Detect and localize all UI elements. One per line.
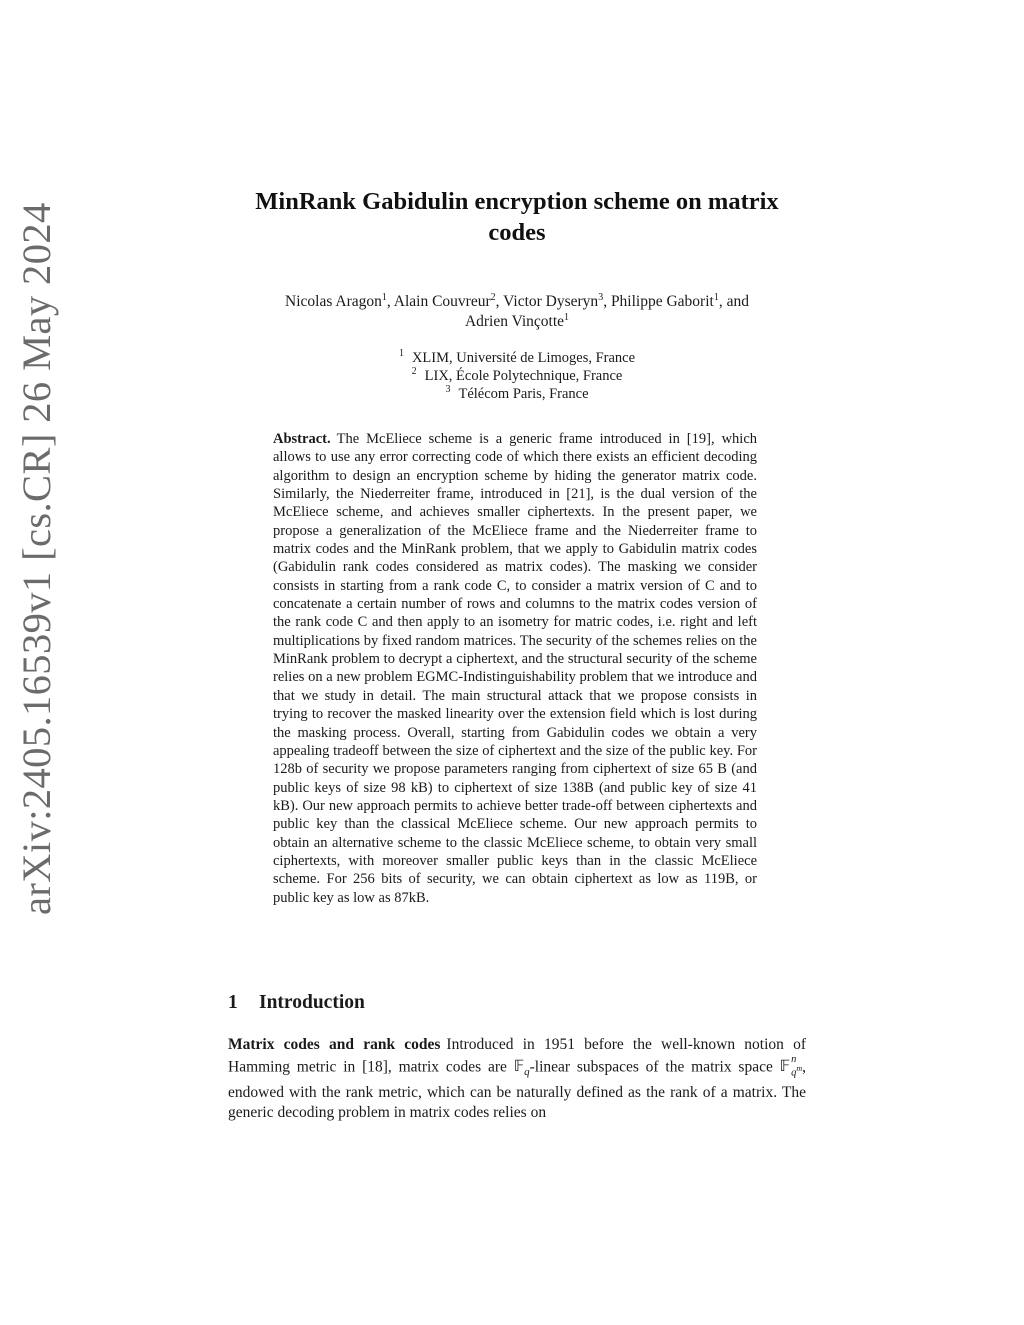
affiliation-list (228, 349, 806, 403)
author: Philippe Gaborit$^1$, and (610, 291, 749, 310)
arxiv-identifier-stamp[interactable]: arXiv:2405.16539v1 [cs.CR] 26 May 2024 (14, 202, 59, 915)
abstract-text: The McEliece scheme is a generic frame introduced in [19], which allows to use any error correcting code of which there exists an efficient decoding algorithm to design an encryption scheme by hiding the generator matrix code. Similarly, the Niederreiter frame, introduced in [21], is the dual version of the McEliece scheme, and achieves smaller ciphertexts. In the present paper, we propose a generalization of the McEliece frame and the Niederreiter frame to matrix codes and the MinRank problem, that we apply to Gabidulin matrix codes (Gabidulin rank codes considered as matrix codes). The masking we consider consists in starting from a rank code C, to consider a matrix version of C and to concatenate a certain number of rows and columns to the matrix codes version of the rank code C and then apply to an isometry for matric codes, i.e. right and left multiplications by fixed random matrices. The security of the schemes relies on the MinRank problem to decrypt a ciphertext, and the structural security of the scheme relies on a new problem EGMC-Indistinguishability problem that we introduce and that we study in detail. The main structural attack that we propose consists in trying to recover the masked linearity over the extension field which is lost during the masking process. Overall, starting from Gabidulin codes we obtain a very appealing tradeoff between the size of ciphertext and the size of the public key. For 128b of security we propose parameters ranging from ciphertext of size 65 B (and public keys of size 98 kB) to ciphertext of size 138B (and public key of size 41 kB). Our new approach permits to achieve better trade-off between ciphertexts and public key than the classical McEliece scheme. Our new approach permits to obtain an alternative scheme to the classic McEliece scheme, to obtain very small ciphertexts, with moreover smaller public keys than in the classic McEliece scheme. For 256 bits of security, we can obtain ciphertext as low as 119B, or public key as low as 87kB. (273, 431, 757, 906)
author: Victor Dyseryn$^3$, (503, 291, 611, 310)
math-field-fq: 𝔽$_q$ (513, 1058, 530, 1079)
section-number: 1 (228, 992, 238, 1013)
author: Alain Couvreur$^2$, (393, 291, 504, 310)
author: Adrien Vinçotte$^1$ (464, 311, 570, 330)
author: Nicolas Aragon$^1$, (285, 291, 394, 310)
intro-paragraph: Matrix codes and rank codes Introduced in 1951 before the well-known notion of Hamming metric in [18], matrix codes are 𝔽$_q$-linear subspaces of the matrix space 𝔽 n $q^m$ , endowed with the rank metric, which can be naturally defined as the rank of a matrix. The generic decoding problem in matrix codes relies on (228, 1036, 806, 1121)
section-title: Introduction (259, 992, 365, 1013)
abstract (273, 430, 757, 907)
affiliation-item: $^1$ XLIM, Université de Limoges, France (398, 348, 636, 366)
section-heading-introduction (228, 992, 365, 1014)
author-list (228, 292, 806, 332)
math-matrix-space: 𝔽 n $q^m$ (779, 1053, 803, 1079)
affiliation-item: $^2$ LIX, École Polytechnique, France (411, 366, 623, 384)
affiliation-item: $^3$ Télécom Paris, France (445, 384, 589, 402)
paper-title: MinRank Gabidulin encryption scheme on matrix codes (255, 188, 779, 246)
paragraph-heading: Matrix codes and rank codes (228, 1036, 441, 1053)
abstract-heading: Abstract. (273, 431, 331, 447)
